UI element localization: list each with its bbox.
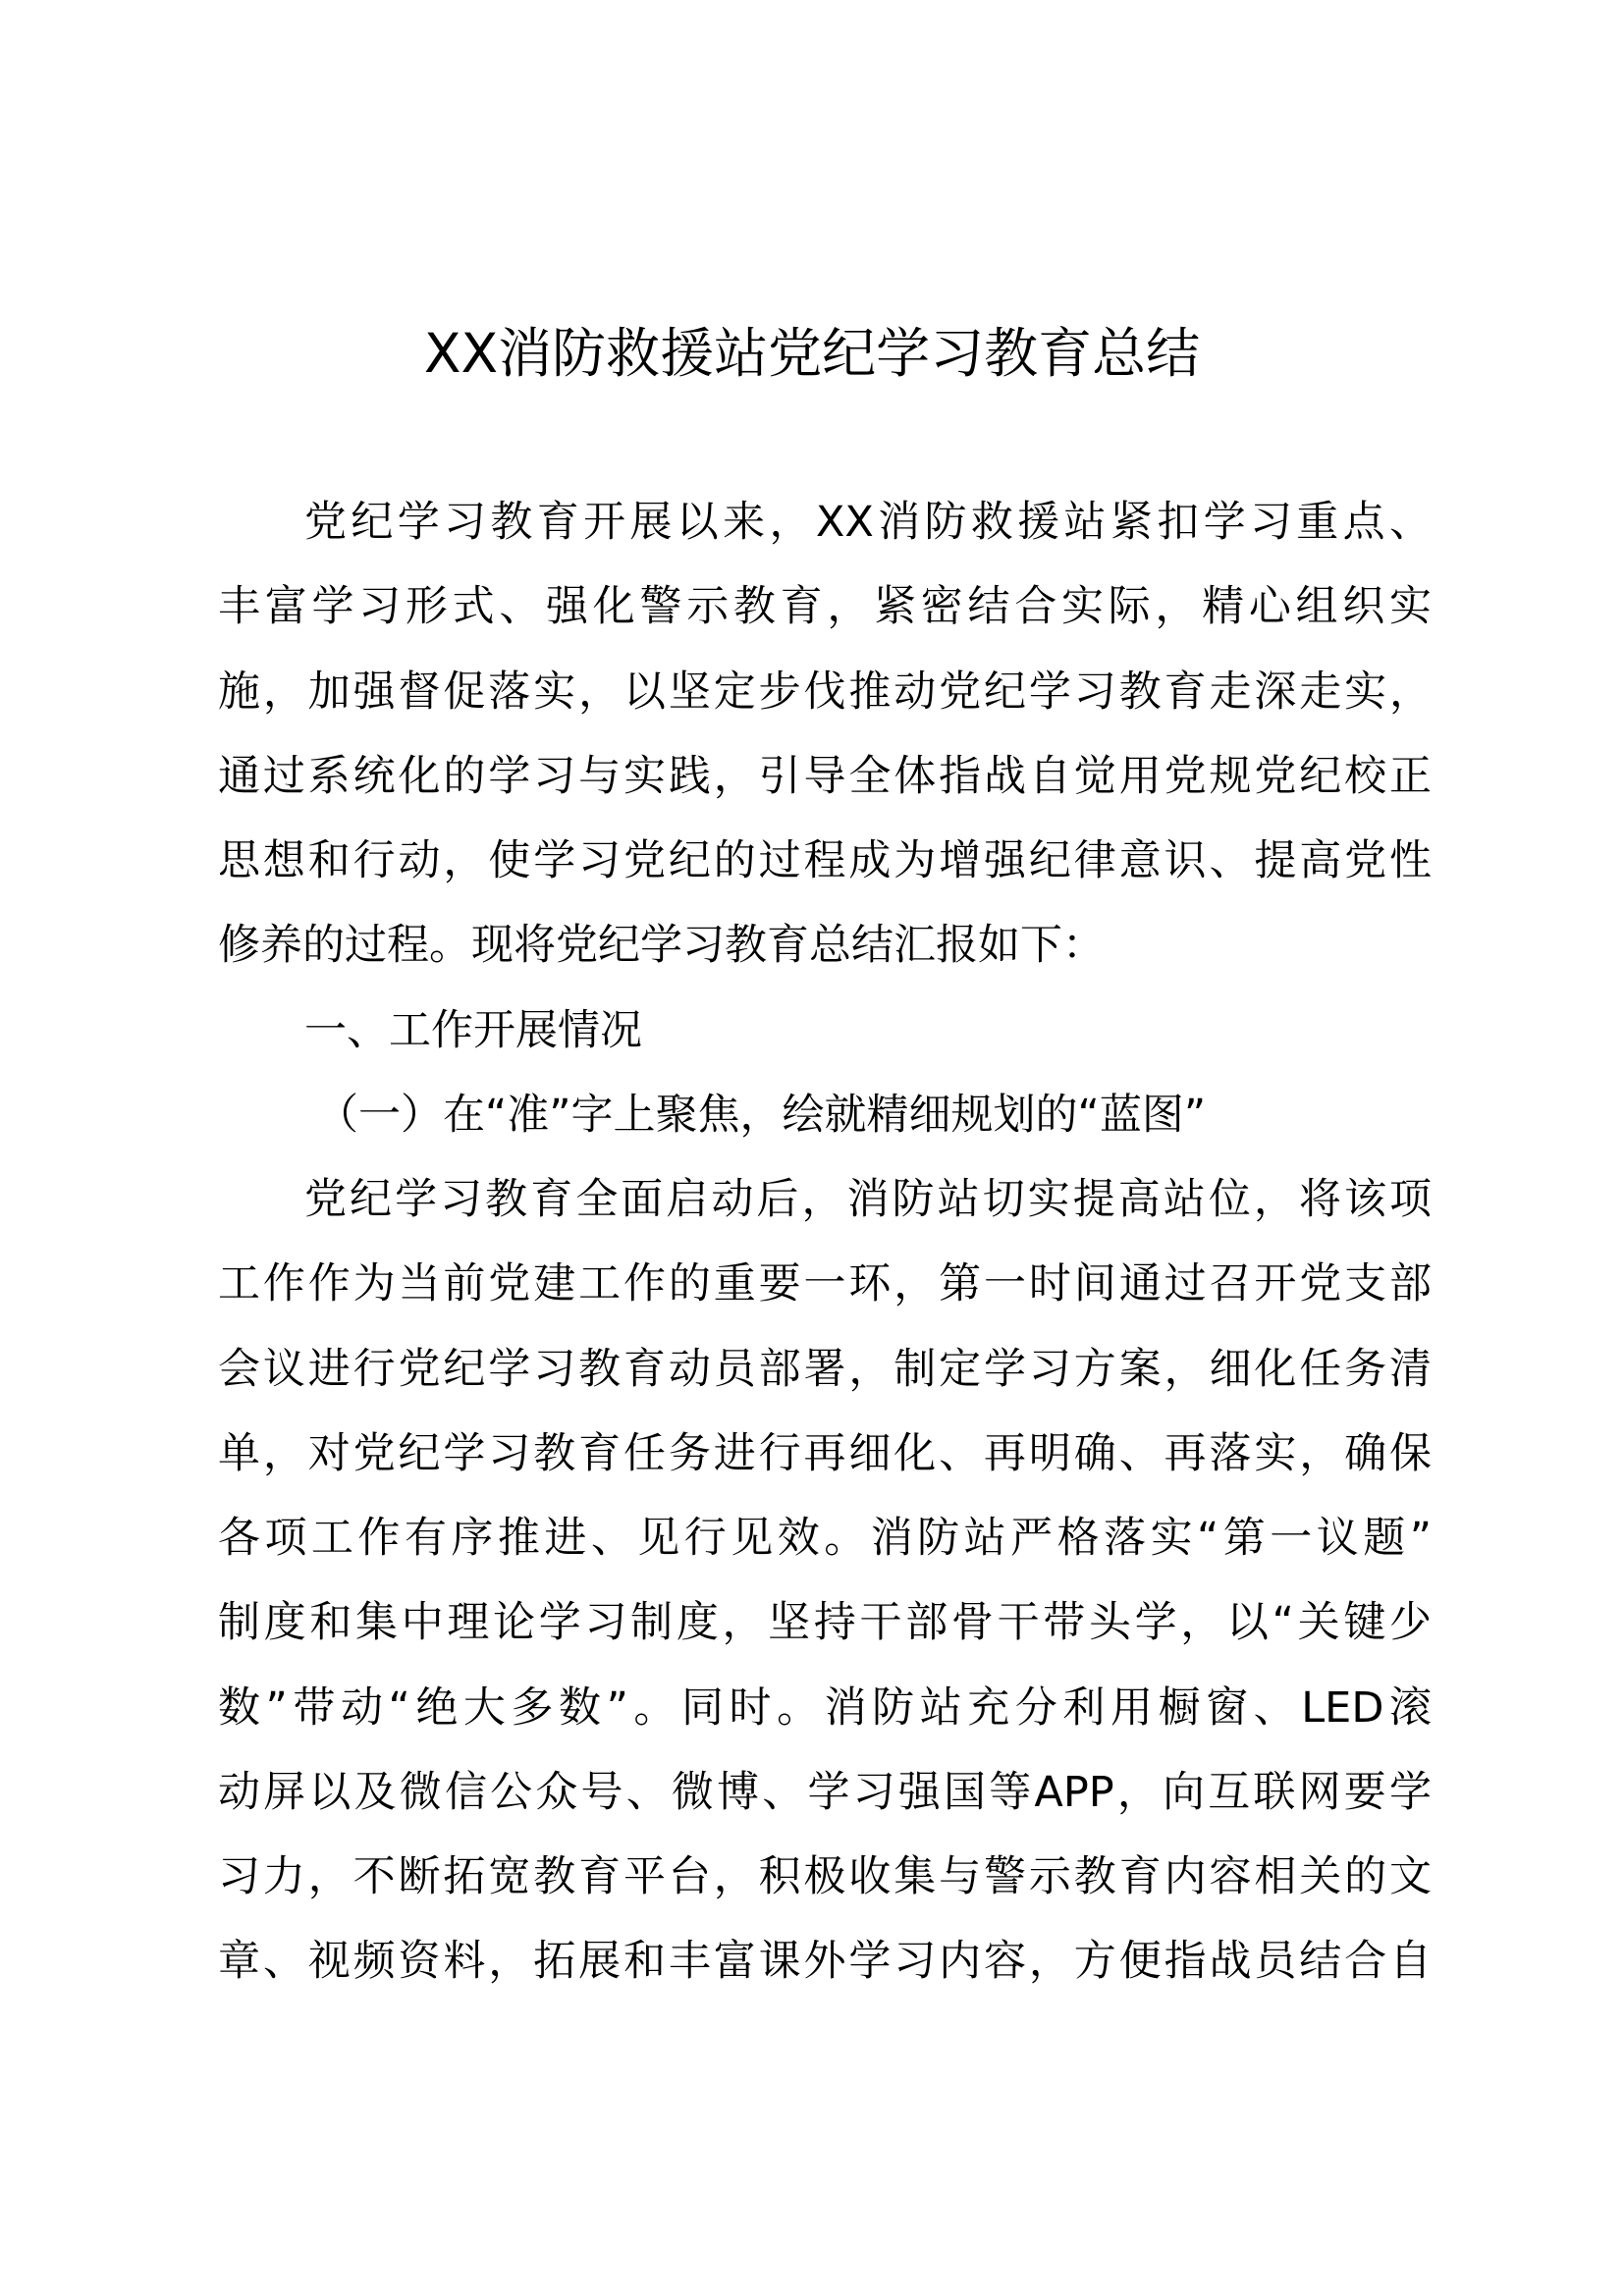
paragraph-line: 思想和行动，使学习党纪的过程成为增强纪律意识、提高党性 [218, 836, 1432, 885]
paragraph-line: 施，加强督促落实，以坚定步伐推动党纪学习教育走深走实， [218, 667, 1432, 717]
paragraph-line: 单，对党纪学习教育任务进行再细化、再明确、再落实，确保 [218, 1428, 1432, 1478]
document-title: XX消防救援站党纪学习教育总结 [423, 322, 1201, 385]
paragraph-line: 党纪学习教育全面启动后，消防站切实提高站位，将该项 [304, 1175, 1432, 1224]
document-body [218, 480, 1432, 2004]
paragraph-line: 数”带动“绝大多数”。同时。消防站充分利用橱窗、LED滚 [218, 1682, 1432, 1733]
paragraph-line: 丰富学习形式、强化警示教育，紧密结合实际，精心组织实 [218, 582, 1432, 632]
paragraph-line: 习力，不断拓宽教育平台，积极收集与警示教育内容相关的文 [218, 1852, 1432, 1901]
paragraph-line: 动屏以及微信公众号、微博、学习强国等APP，向互联网要学 [218, 1767, 1432, 1817]
paragraph-line: 会议进行党纪学习教育动员部署，制定学习方案，细化任务清 [218, 1344, 1432, 1394]
paragraph-line: 各项工作有序推进、见行见效。消防站严格落实“第一议题” [218, 1514, 1432, 1563]
paragraph-line: 制度和集中理论学习制度，坚持干部骨干带头学，以“关键少 [218, 1598, 1432, 1648]
section-heading: 一、工作开展情况 [304, 1005, 642, 1055]
subsection-heading: （一）在“准”字上聚焦，绘就精细规划的“蓝图” [316, 1090, 1207, 1140]
intro-paragraph [218, 480, 1432, 988]
paragraph-line: 工作作为当前党建工作的重要一环，第一时间通过召开党支部 [218, 1259, 1432, 1309]
paragraph-line: 党纪学习教育开展以来，XX消防救援站紧扣学习重点、 [304, 498, 1432, 547]
paragraph-line: 通过系统化的学习与实践，引导全体指战自觉用党规党纪校正 [218, 751, 1432, 801]
body-paragraph [218, 1157, 1432, 2004]
paragraph-line: 修养的过程。现将党纪学习教育总结汇报如下： [218, 921, 1105, 971]
paragraph-line: 章、视频资料，拓展和丰富课外学习内容，方便指战员结合自 [218, 1937, 1432, 1987]
